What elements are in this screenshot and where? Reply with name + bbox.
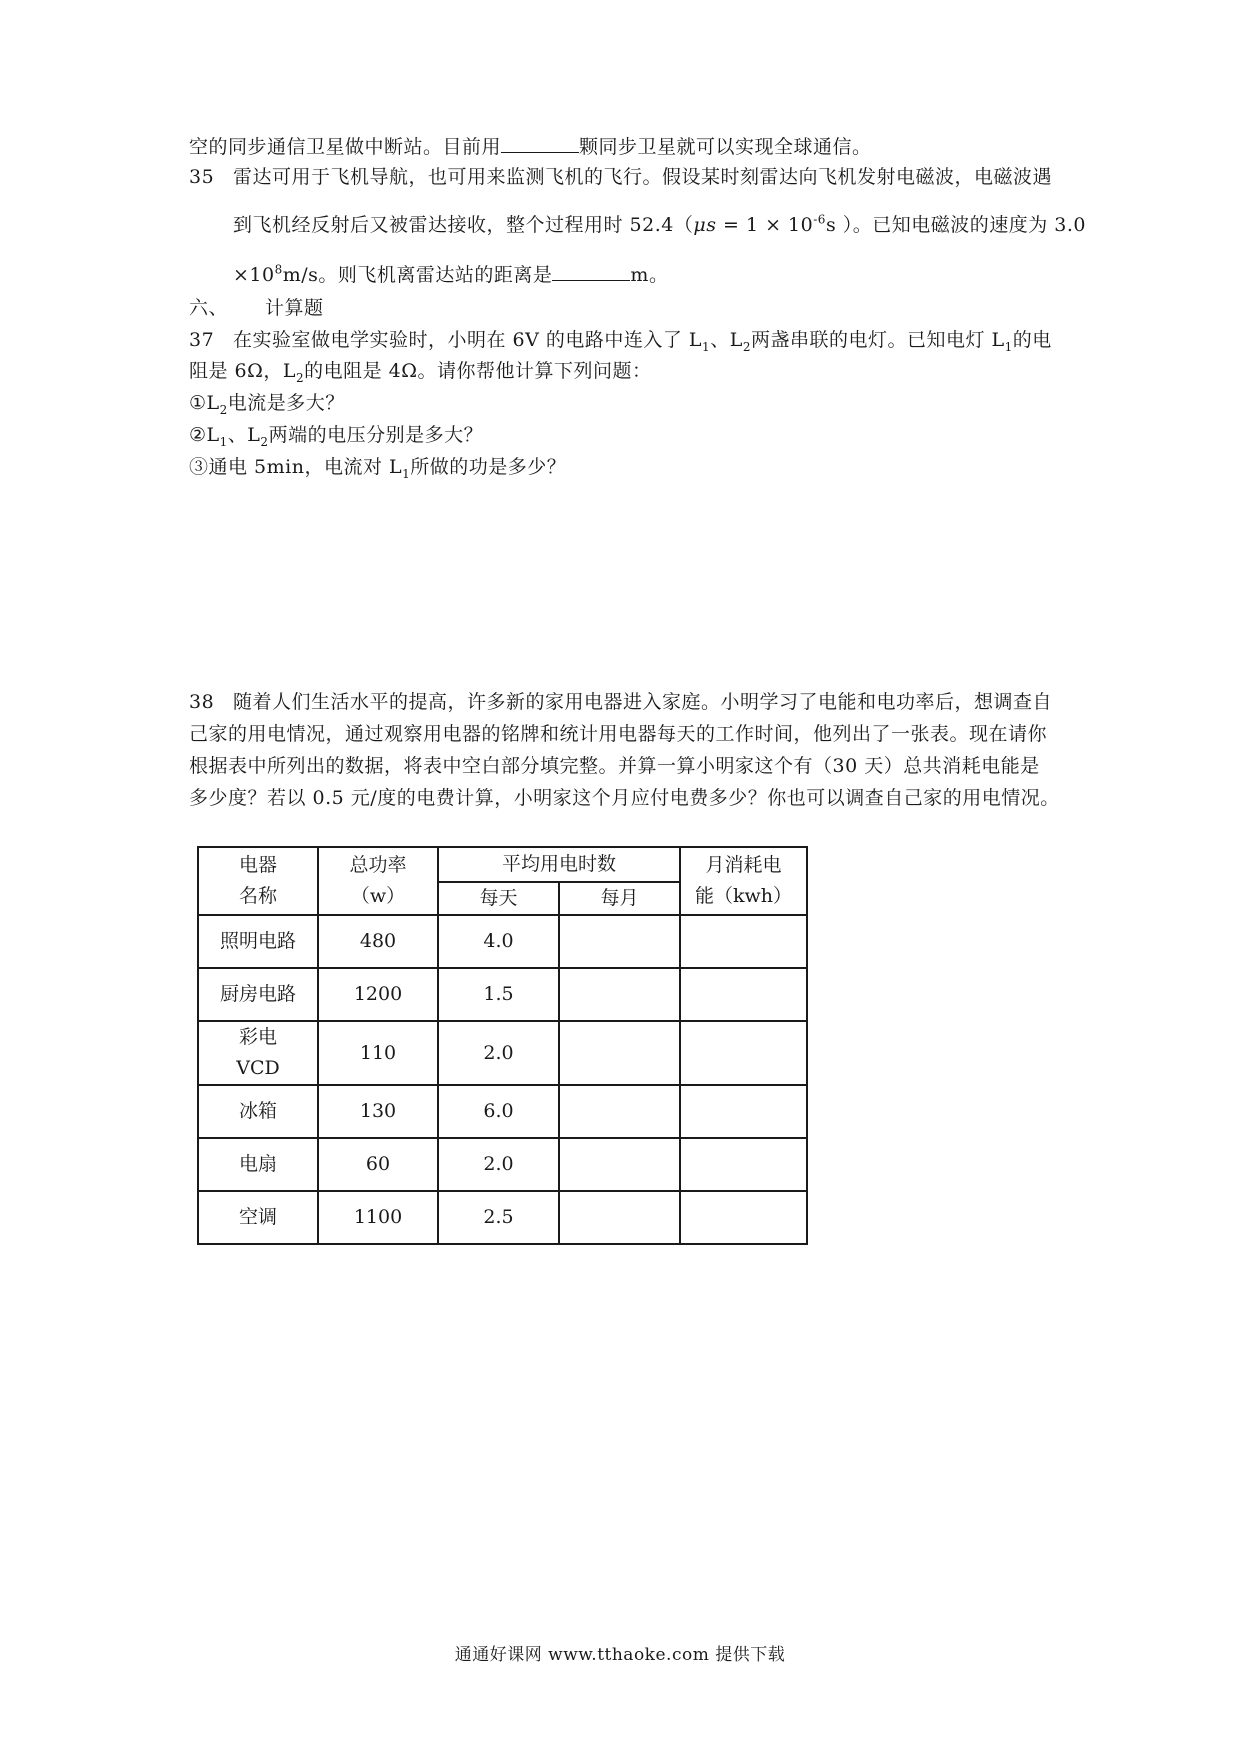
q35-text-1: 雷达可用于飞机导航，也可用来监测飞机的飞行。假设某时刻雷达向飞机发射电磁波，电磁波遇: [233, 166, 1053, 188]
appliance-energy-cell[interactable]: [680, 968, 807, 1021]
table-row: [198, 1138, 807, 1191]
appliance-power: 480: [318, 915, 438, 968]
appliance-energy-cell[interactable]: [680, 1021, 807, 1085]
q35-line-2: [233, 213, 1086, 237]
q37-text-2b: 的电阻是 4Ω。请你帮他计算下列问题：: [304, 360, 652, 382]
table-row: [198, 1191, 807, 1244]
q35-text-2a: 到飞机经反射后又被雷达接收，整个过程用时 52.4（: [233, 214, 694, 236]
q37-item-2: [189, 423, 483, 447]
appliance-daily-hours: 6.0: [438, 1085, 559, 1138]
appliance-power: 1200: [318, 968, 438, 1021]
header-appliance-name-line-2: 名称: [238, 885, 277, 907]
appliance-energy-cell[interactable]: [680, 1191, 807, 1244]
table-row: [198, 968, 807, 1021]
header-daily: 每天: [438, 882, 559, 915]
header-average-hours: 平均用电时数: [438, 847, 680, 882]
q35-line-1: [189, 165, 1052, 189]
appliance-monthly-hours-cell[interactable]: [559, 1191, 680, 1244]
q35-text-3a: ×10: [233, 264, 275, 286]
q38-text-3: 根据表中所列出的数据，将表中空白部分填完整。并算一算小明家这个有（30 天）总共消耗电能是: [189, 755, 1040, 777]
appliance-power: 1100: [318, 1191, 438, 1244]
appliance-name: 空调: [198, 1191, 318, 1244]
q35-answer-blank[interactable]: [552, 262, 630, 281]
header-monthly: 每月: [559, 882, 680, 915]
q37-item-1: [189, 391, 345, 415]
q37-sub-1a: 1: [702, 339, 711, 354]
q37-line-2: [189, 359, 652, 383]
q37-text-2a: 阻是 6Ω，L: [189, 360, 296, 382]
appliance-monthly-hours-cell[interactable]: [559, 915, 680, 968]
appliance-name: 冰箱: [198, 1085, 318, 1138]
header-monthly-energy: [680, 847, 807, 915]
q37-text-1b: 、L: [710, 329, 743, 351]
page-footer: 通通好课网 www.tthaoke.com 提供下载: [454, 1645, 786, 1665]
q37-text-1a: 在实验室做电学实验时，小明在 6V 的电路中连入了 L: [233, 329, 703, 351]
q37-item-1a: ①L: [189, 392, 220, 414]
appliance-energy-cell[interactable]: [680, 1085, 807, 1138]
section-6-heading: [189, 296, 324, 320]
q37-item-3: [189, 455, 566, 479]
q37-text-1c: 两盏串联的电灯。已知电灯 L: [750, 329, 1005, 351]
q37-item-3b: 所做的功是多少？: [410, 456, 567, 478]
header-monthly-energy-line-2: 能（kwh）: [695, 885, 793, 907]
header-appliance-name-line-1: 电器: [238, 854, 277, 876]
appliance-name: 照明电路: [198, 915, 318, 968]
header-monthly-energy-line-1: 月消耗电: [705, 854, 782, 876]
appliance-name: 电扇: [198, 1138, 318, 1191]
table-row: [198, 915, 807, 968]
q35-text-2b: = 1 × 10: [716, 214, 814, 236]
appliance-monthly-hours-cell[interactable]: [559, 1138, 680, 1191]
header-total-power: [318, 847, 438, 915]
q34-answer-blank[interactable]: [501, 134, 579, 153]
appliance-name-line-2: VCD: [236, 1057, 280, 1079]
q38-number: 38: [189, 691, 215, 713]
table-header-row-1: [198, 847, 807, 882]
q35-unit-mu: μs: [693, 214, 717, 236]
q38-text-1: 随着人们生活水平的提高，许多新的家用电器进入家庭。小明学习了电能和电功率后，想调查自: [233, 691, 1053, 713]
appliance-daily-hours: 4.0: [438, 915, 559, 968]
q37-item-2-sub-1: 1: [219, 434, 228, 449]
q35-text-2c: s ）。已知电磁波的速度为 3.0: [825, 214, 1086, 236]
header-total-power-line-2: （w）: [350, 885, 406, 907]
q37-item-2b: 、L: [227, 424, 261, 446]
q37-sub-2b: 2: [296, 370, 305, 385]
appliance-daily-hours: 2.0: [438, 1138, 559, 1191]
q37-item-3-sub: 1: [402, 466, 411, 481]
header-appliance-name: [198, 847, 318, 915]
q35-number: 35: [189, 166, 215, 188]
section-6-number: 六、: [189, 297, 229, 319]
appliance-name: 厨房电路: [198, 968, 318, 1021]
q37-line-1: [189, 328, 1052, 352]
q37-item-3a: ③通电 5min，电流对 L: [189, 456, 403, 478]
q37-sub-2a: 2: [742, 339, 751, 354]
q37-item-1-sub: 2: [219, 402, 228, 417]
q38-line-3: [189, 754, 1040, 778]
q35-exponent-2: 8: [274, 262, 283, 277]
electricity-table: [197, 846, 806, 1260]
appliance-daily-hours: 2.0: [438, 1021, 559, 1085]
section-6-title: 计算题: [265, 297, 324, 319]
q38-line-2: [189, 722, 1047, 746]
q37-sub-1b: 1: [1004, 339, 1013, 354]
appliance-daily-hours: 1.5: [438, 968, 559, 1021]
q38-line-4: [189, 786, 1060, 810]
q38-text-4: 多少度？若以 0.5 元/度的电费计算，小明家这个月应付电费多少？你也可以调查自己家的用电情况。: [189, 787, 1060, 809]
q34-tail-before: 空的同步通信卫星做中断站。目前用: [189, 136, 502, 158]
q37-item-2-sub-2: 2: [260, 434, 269, 449]
appliance-power: 110: [318, 1021, 438, 1085]
q35-text-3b: m/s。则飞机离雷达站的距离是: [282, 264, 553, 286]
appliance-monthly-hours-cell[interactable]: [559, 1021, 680, 1085]
q35-text-3c: m。: [630, 264, 669, 286]
table-row: [198, 1085, 807, 1138]
q37-text-1d: 的电: [1012, 329, 1052, 351]
table-row: [198, 1021, 807, 1085]
q34-tail-line: [189, 134, 872, 159]
q35-exponent-1: -6: [813, 212, 826, 227]
appliance-energy-cell[interactable]: [680, 1138, 807, 1191]
q37-item-2a: ②L: [189, 424, 220, 446]
header-total-power-line-1: 总功率: [349, 854, 407, 876]
q37-item-2c: 两端的电压分别是多大？: [268, 424, 484, 446]
q37-item-1b: 电流是多大？: [227, 392, 345, 414]
appliance-monthly-hours-cell[interactable]: [559, 1085, 680, 1138]
q38-text-2: 己家的用电情况，通过观察用电器的铭牌和统计用电器每天的工作时间，他列出了一张表。现在请你: [189, 723, 1048, 745]
q38-line-1: [189, 690, 1052, 714]
appliance-power: 60: [318, 1138, 438, 1191]
q35-line-3: [233, 262, 668, 287]
appliance-name: [198, 1021, 318, 1085]
appliance-monthly-hours-cell[interactable]: [559, 968, 680, 1021]
q37-number: 37: [189, 329, 215, 351]
appliance-energy-cell[interactable]: [680, 915, 807, 968]
appliance-power: 130: [318, 1085, 438, 1138]
q34-tail-after: 颗同步卫星就可以实现全球通信。: [579, 136, 872, 158]
appliance-name-line-1: 彩电: [238, 1026, 277, 1048]
appliance-daily-hours: 2.5: [438, 1191, 559, 1244]
